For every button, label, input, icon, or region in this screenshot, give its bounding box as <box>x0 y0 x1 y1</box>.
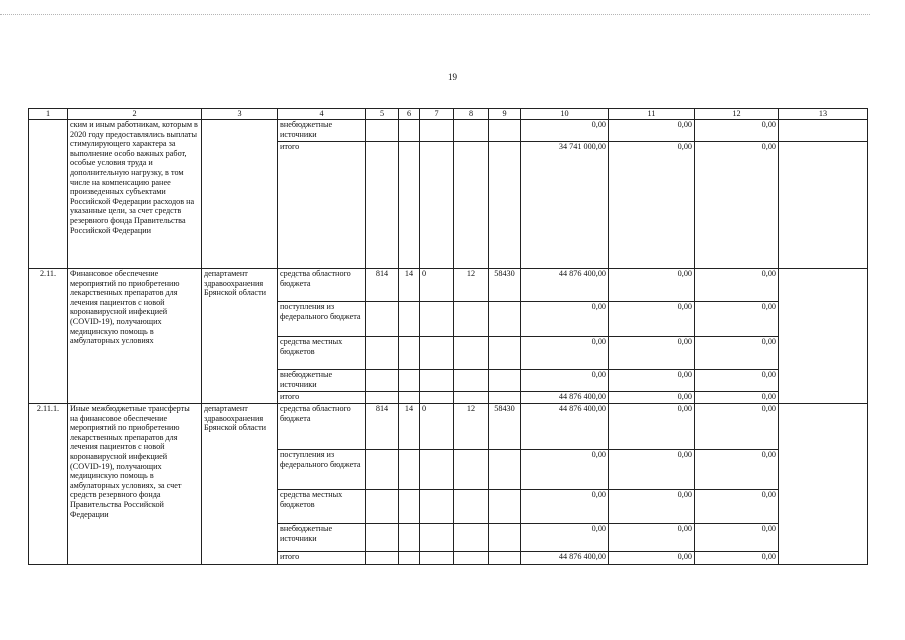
amount-2021: 0,00 <box>609 370 695 392</box>
funding-source: внебюджетные источники <box>278 120 366 142</box>
funding-source: итого <box>278 552 366 565</box>
code-direction: 58430 <box>489 404 521 450</box>
note-cell <box>779 120 868 142</box>
header-cell: 7 <box>420 109 454 120</box>
amount-2021: 0,00 <box>609 392 695 404</box>
amount-2020: 0,00 <box>521 370 609 392</box>
amount-2021: 0,00 <box>609 490 695 524</box>
amount-2020: 44 876 400,00 <box>521 392 609 404</box>
header-cell: 8 <box>454 109 489 120</box>
code-section: 14 <box>399 404 420 450</box>
note-cell <box>779 142 868 269</box>
amount-2021: 0,00 <box>609 302 695 337</box>
measure-description: Финансовое обеспечение мероприятий по приобретению лекарственных препаратов для лечения пациентов с новой коронавирусной инфекцией (COVID-19), получающих медицинскую помощь в амбулаторных условиях <box>68 269 202 404</box>
amount-2021: 0,00 <box>609 524 695 552</box>
amount-2022: 0,00 <box>695 120 779 142</box>
amount-2022: 0,00 <box>695 269 779 302</box>
amount-2022: 0,00 <box>695 302 779 337</box>
code-grbs: 814 <box>366 404 399 450</box>
header-cell: 1 <box>29 109 68 120</box>
amount-2021: 0,00 <box>609 142 695 269</box>
amount-2020: 0,00 <box>521 524 609 552</box>
table-row <box>29 120 868 142</box>
header-cell: 12 <box>695 109 779 120</box>
header-cell: 10 <box>521 109 609 120</box>
code-subprogram: 12 <box>454 269 489 302</box>
amount-2020: 44 876 400,00 <box>521 269 609 302</box>
row-number-cell: 2.11. <box>29 269 68 404</box>
header-cell: 9 <box>489 109 521 120</box>
header-cell: 4 <box>278 109 366 120</box>
header-cell: 6 <box>399 109 420 120</box>
page-number: 19 <box>448 72 457 82</box>
header-cell: 3 <box>202 109 278 120</box>
amount-2021: 0,00 <box>609 552 695 565</box>
code-program: 0 <box>420 404 454 450</box>
funding-source: средства местных бюджетов <box>278 490 366 524</box>
amount-2020: 0,00 <box>521 302 609 337</box>
table-row <box>29 404 868 450</box>
amount-2020: 44 876 400,00 <box>521 552 609 565</box>
amount-2021: 0,00 <box>609 450 695 490</box>
funding-source: итого <box>278 142 366 269</box>
note-cell <box>779 269 868 404</box>
funding-source: внебюджетные источники <box>278 370 366 392</box>
amount-2020: 34 741 000,00 <box>521 142 609 269</box>
amount-2020: 0,00 <box>521 490 609 524</box>
row-number-cell <box>29 120 68 269</box>
executor-cell: департамент здравоохранения Брянской области <box>202 404 278 565</box>
measure-description: Иные межбюджетные трансферты на финансовое обеспечение мероприятий по приобретению лекарственных препаратов для лечения пациентов с новой коронавирусной инфекцией (COVID-19), получающих медицинскую помощь в амбулаторных условиях, за счет средств резервного фонда Правительства Российской Федерации <box>68 404 202 565</box>
header-cell: 11 <box>609 109 695 120</box>
measure-description: ским и иным работникам, которым в 2020 году предоставлялись выплаты стимулирующего характера за выполнение особо важных работ, особые условия труда и дополнительную нагрузку, в том числе на компенсацию ранее произведенных субъектами Российской Федерации расходов на указанные цели, за счет средств резервного фонда Правительства Российской Федерации <box>68 120 202 269</box>
header-cell: 2 <box>68 109 202 120</box>
executor-cell: департамент здравоохранения Брянской области <box>202 269 278 404</box>
amount-2022: 0,00 <box>695 337 779 370</box>
amount-2021: 0,00 <box>609 120 695 142</box>
funding-source: поступления из федерального бюджета <box>278 302 366 337</box>
funding-source: средства областного бюджета <box>278 404 366 450</box>
budget-table <box>28 108 868 565</box>
amount-2021: 0,00 <box>609 269 695 302</box>
header-cell: 5 <box>366 109 399 120</box>
amount-2021: 0,00 <box>609 337 695 370</box>
funding-source: средства областного бюджета <box>278 269 366 302</box>
funding-source: средства местных бюджетов <box>278 337 366 370</box>
code-program: 0 <box>420 269 454 302</box>
amount-2022: 0,00 <box>695 490 779 524</box>
code-direction: 58430 <box>489 269 521 302</box>
funding-source: итого <box>278 392 366 404</box>
header-row <box>29 109 868 120</box>
amount-2020: 0,00 <box>521 120 609 142</box>
amount-2022: 0,00 <box>695 392 779 404</box>
executor-cell <box>202 120 278 269</box>
scan-top-line <box>0 14 870 16</box>
note-cell <box>779 404 868 565</box>
amount-2022: 0,00 <box>695 404 779 450</box>
amount-2022: 0,00 <box>695 370 779 392</box>
amount-2020: 44 876 400,00 <box>521 404 609 450</box>
funding-source: поступления из федерального бюджета <box>278 450 366 490</box>
code-section: 14 <box>399 269 420 302</box>
amount-2020: 0,00 <box>521 450 609 490</box>
amount-2022: 0,00 <box>695 142 779 269</box>
amount-2022: 0,00 <box>695 450 779 490</box>
amount-2020: 0,00 <box>521 337 609 370</box>
amount-2022: 0,00 <box>695 524 779 552</box>
code-grbs: 814 <box>366 269 399 302</box>
table-row <box>29 269 868 302</box>
amount-2021: 0,00 <box>609 404 695 450</box>
header-cell: 13 <box>779 109 868 120</box>
funding-source: внебюджетные источники <box>278 524 366 552</box>
row-number-cell: 2.11.1. <box>29 404 68 565</box>
code-subprogram: 12 <box>454 404 489 450</box>
amount-2022: 0,00 <box>695 552 779 565</box>
